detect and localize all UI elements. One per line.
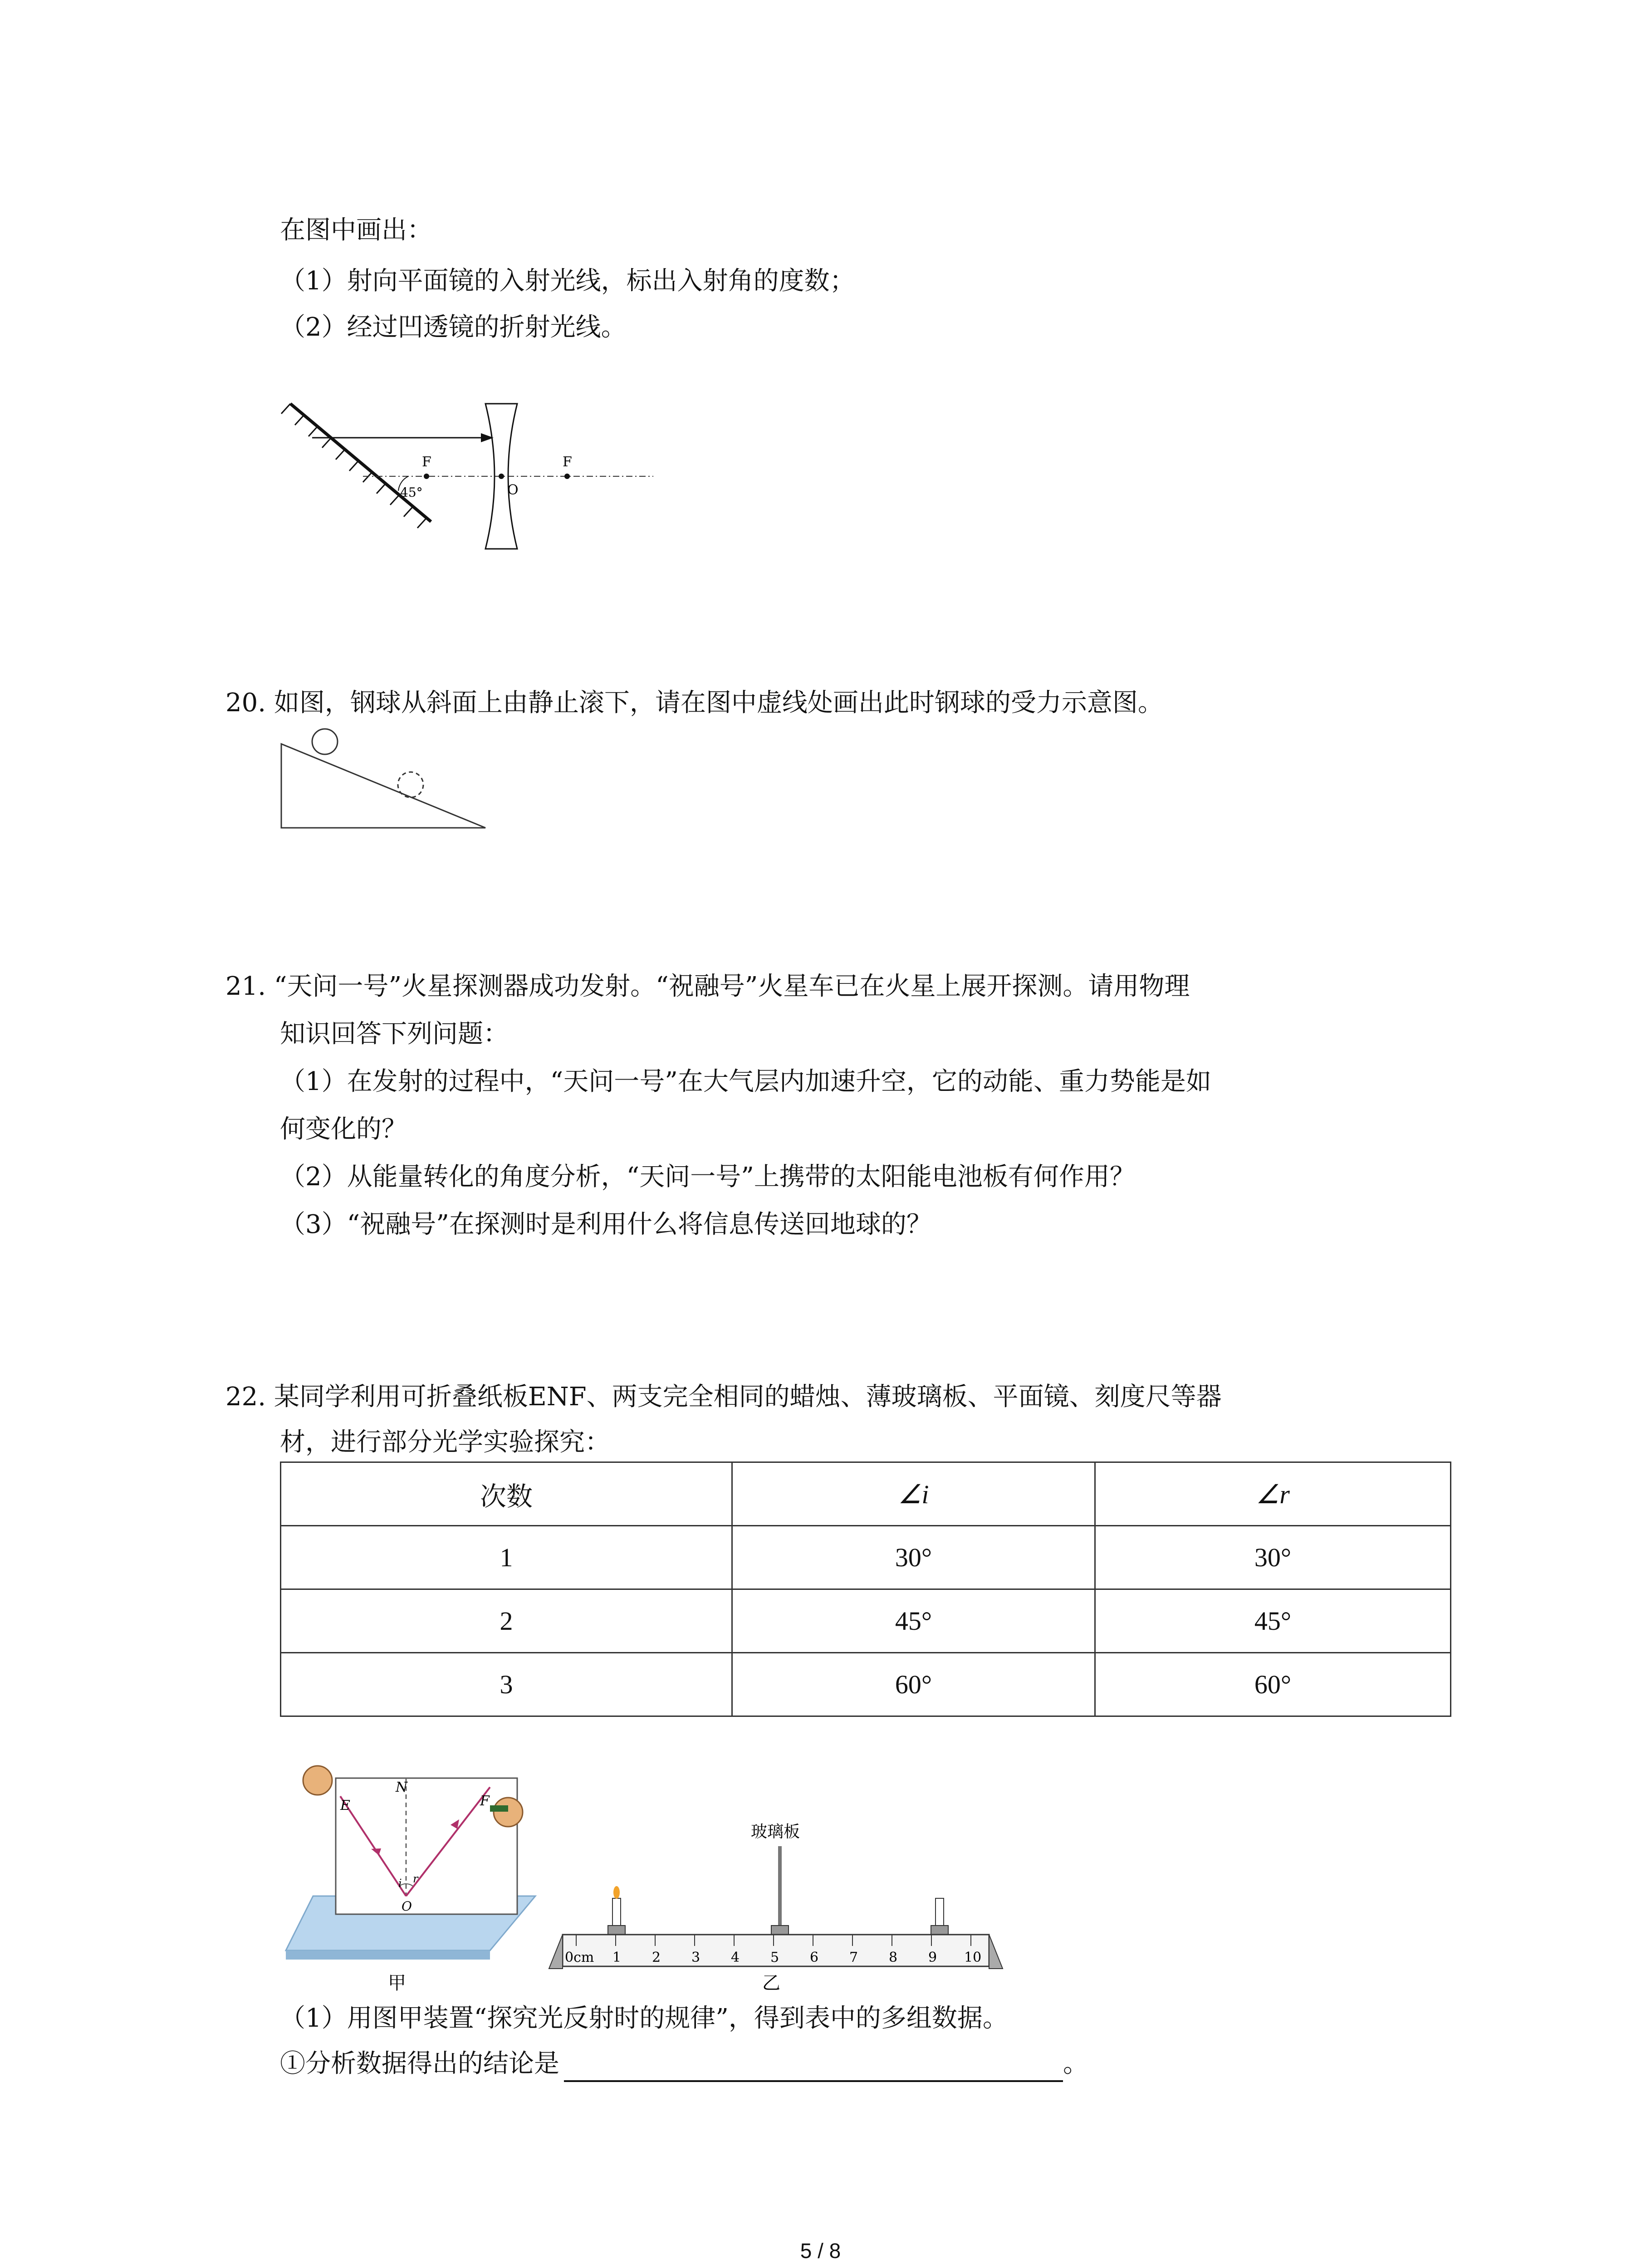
left-hand-icon bbox=[303, 1766, 332, 1795]
tick-label: 10 bbox=[964, 1950, 982, 1965]
plane-mirror bbox=[290, 404, 431, 522]
header-angle-r: ∠r bbox=[1095, 1462, 1451, 1526]
tick-label: 8 bbox=[889, 1950, 898, 1965]
label-n: N bbox=[396, 1779, 408, 1795]
tick-label: 1 bbox=[612, 1950, 622, 1965]
f-left-label: F bbox=[422, 454, 431, 470]
table-cell: 45° bbox=[732, 1589, 1095, 1653]
steel-ball bbox=[312, 729, 338, 754]
q22-item-1-end: 。 bbox=[1063, 2049, 1088, 2078]
q22-data-table bbox=[280, 1461, 1451, 1717]
tick-label: 2 bbox=[652, 1950, 661, 1965]
q22-fig-jia bbox=[277, 1760, 558, 1996]
q20-text: 20. 如图，钢球从斜面上由静止滚下，请在图中虚线处画出此时钢球的受力示意图。 bbox=[225, 688, 1163, 718]
caption-yi: 乙 bbox=[762, 1973, 780, 1991]
q22-fig-yi bbox=[544, 1810, 1021, 1991]
ruler-leg-right bbox=[989, 1935, 1003, 1969]
laser-pen-icon bbox=[490, 1805, 508, 1812]
q19-mirror-lens-figure bbox=[272, 390, 662, 553]
focus-left bbox=[424, 474, 429, 479]
table-cell: 3 bbox=[281, 1653, 732, 1716]
q19-intro: 在图中画出： bbox=[280, 215, 432, 245]
tick-label: 0cm bbox=[565, 1950, 594, 1965]
table-row bbox=[281, 1526, 1451, 1589]
q21-item-1a: （1）在发射的过程中，“天问一号”在大气层内加速升空，它的动能、重力势能是如 bbox=[280, 1067, 1211, 1096]
label-f: F bbox=[480, 1793, 490, 1809]
glass-plate bbox=[778, 1846, 782, 1928]
q20-incline-figure bbox=[272, 726, 490, 835]
incline bbox=[281, 744, 485, 828]
label-r: r bbox=[413, 1872, 418, 1885]
tick-label: 9 bbox=[928, 1950, 937, 1965]
o-label: O bbox=[507, 482, 519, 498]
table-cell: 2 bbox=[281, 1589, 732, 1653]
angle-label: 45° bbox=[400, 485, 423, 500]
table-cell: 1 bbox=[281, 1526, 732, 1589]
tick-label: 4 bbox=[731, 1950, 740, 1965]
table-header-row bbox=[281, 1462, 1451, 1526]
tick-label: 7 bbox=[849, 1950, 858, 1965]
ball-dashed-position bbox=[398, 772, 423, 797]
label-o: O bbox=[402, 1899, 412, 1914]
q22-item-1-sub bbox=[280, 2046, 1088, 2082]
page-number: 5 / 8 bbox=[800, 2239, 841, 2263]
q19-item-1: （1）射向平面镜的入射光线，标出入射角的度数； bbox=[280, 266, 855, 296]
q21-line-2: 知识回答下列问题： bbox=[280, 1019, 509, 1049]
tick-label: 5 bbox=[770, 1950, 779, 1965]
tick-label: 3 bbox=[691, 1950, 700, 1965]
table-row bbox=[281, 1653, 1451, 1716]
focus-right bbox=[564, 474, 570, 479]
header-angle-i: ∠i bbox=[732, 1462, 1095, 1526]
candle-lit bbox=[612, 1898, 621, 1928]
q21-line-1: 21. “天问一号”火星探测器成功发射。“祝融号”火星车已在火星上展开探测。请用物理 bbox=[225, 972, 1190, 1001]
q22-item-1: （1）用图甲装置“探究光反射时的规律”，得到表中的多组数据。 bbox=[280, 2004, 1008, 2033]
table-cell: 60° bbox=[1095, 1653, 1451, 1716]
label-i: i bbox=[398, 1877, 402, 1890]
glass-plate-label: 玻璃板 bbox=[751, 1823, 800, 1841]
table-row bbox=[281, 1589, 1451, 1653]
q22-line-1: 22. 某同学利用可折叠纸板ENF、两支完全相同的蜡烛、薄玻璃板、平面镜、刻度尺等器 bbox=[225, 1382, 1222, 1412]
ruler-leg-left bbox=[549, 1935, 563, 1969]
paper-board-enf bbox=[336, 1778, 517, 1914]
q21-item-3: （3）“祝融号”在探测时是利用什么将信息传送回地球的？ bbox=[280, 1210, 932, 1239]
mirror-hatching bbox=[281, 404, 426, 528]
q21-item-1b: 何变化的？ bbox=[280, 1114, 407, 1144]
table-cell: 30° bbox=[1095, 1526, 1451, 1589]
f-right-label: F bbox=[563, 454, 572, 470]
q21-item-2: （2）从能量转化的角度分析，“天问一号”上携带的太阳能电池板有何作用？ bbox=[280, 1162, 1135, 1192]
table-cell: 30° bbox=[732, 1526, 1095, 1589]
q22-item-1-sub-text: ①分析数据得出的结论是 bbox=[280, 2049, 559, 2078]
candle-unlit bbox=[936, 1898, 944, 1928]
mirror-edge bbox=[286, 1950, 490, 1960]
header-count: 次数 bbox=[281, 1462, 732, 1526]
optical-center bbox=[499, 474, 504, 479]
table-cell: 45° bbox=[1095, 1589, 1451, 1653]
label-e: E bbox=[340, 1798, 350, 1813]
candle-flame-icon bbox=[613, 1886, 620, 1899]
q19-item-2: （2）经过凹透镜的折射光线。 bbox=[280, 313, 627, 342]
tick-label: 6 bbox=[810, 1950, 819, 1965]
answer-blank[interactable] bbox=[564, 2052, 1063, 2082]
table-cell: 60° bbox=[732, 1653, 1095, 1716]
right-hand-icon bbox=[494, 1798, 523, 1827]
caption-jia: 甲 bbox=[388, 1973, 406, 1994]
q22-line-2: 材，进行部分光学实验探究： bbox=[280, 1427, 610, 1457]
